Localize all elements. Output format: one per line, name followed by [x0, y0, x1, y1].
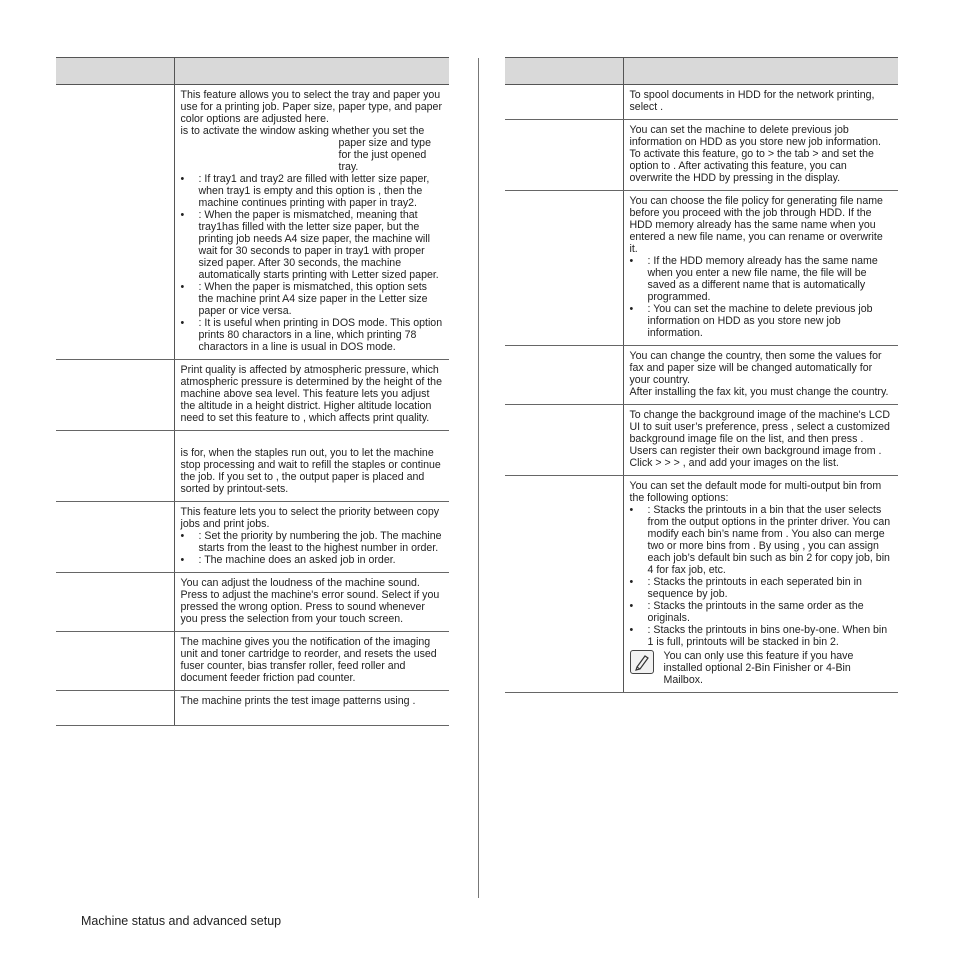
- description-cell: [623, 405, 898, 476]
- bullet-list: [181, 173, 444, 353]
- description-cell: [174, 85, 449, 360]
- bullet-item: • : Stacks the printouts in each seperated bin in sequence by job.: [630, 576, 893, 600]
- description-text: You can choose the file policy for generating file name before you proceed with the job through HDD. If the HDD memory already has the same name when you entered a new file name, you can rename or overwrite it.: [629, 195, 883, 255]
- table-row: [505, 85, 898, 120]
- description-text: You can adjust the loudness of the machine sound. Press to adjust the machine's error sound. Select if you pressed the wrong option. Press to sound whenever you press the selection from your touch screen.: [180, 577, 440, 625]
- option-cell: [505, 120, 623, 191]
- description-text: You can set the default mode for multi-output bin from the following options:: [629, 480, 882, 504]
- description-cell: [174, 573, 449, 632]
- table-row: [56, 85, 449, 360]
- description-cell: [623, 85, 898, 120]
- description-cell: [174, 691, 449, 726]
- description-cell: [623, 120, 898, 191]
- description-text: Print quality is affected by atmospheric pressure, which atmospheric pressure is determined by the height of the machine above sea level. This feature lets you adjust the altitude in a height district. Higher altitude location need to set this feature to , which affects print quality.: [180, 364, 442, 424]
- bullet-item: • : Stacks the printouts in bins one-by-one. When bin 1 is full, printouts will be stacked in bin 2.: [630, 624, 893, 648]
- page-footer: Machine status and advanced setup: [81, 914, 282, 928]
- bullet-item: • : Set the priority by numbering the job. The machine starts from the least to the highest number in order.: [181, 530, 444, 554]
- bullet-list: [630, 255, 893, 339]
- table-row: [505, 191, 898, 346]
- table-row: [505, 405, 898, 476]
- bullet-item: • : When the paper is mismatched, meaning that tray1has filled with the letter size paper, but the printing job needs A4 size paper, the machine will wait for 30 seconds to paper in tray1 with proper sized paper. After 30 seconds, the machine automatically starts printing with Letter sized paper.: [181, 209, 444, 281]
- option-cell: [56, 85, 174, 360]
- right-settings-table: [505, 57, 898, 693]
- description-text: You can change the country, then some the values for fax and paper size will be changed automatically for your country.: [629, 350, 882, 386]
- bullet-item: • : Stacks the printouts in the same order as the originals.: [630, 600, 893, 624]
- option-cell: [56, 691, 174, 726]
- description-text: Users can register their own background image from . Click > > > , and add your images on the list.: [629, 445, 882, 469]
- description-text: After installing the fax kit, you must change the country.: [629, 386, 889, 398]
- column-divider: [478, 58, 479, 898]
- table-row: [505, 476, 898, 693]
- bullet-item: • : If tray1 and tray2 are filled with letter size paper, when tray1 is empty and this option is , then the machine continues printing with paper in tray2.: [181, 173, 444, 209]
- note-text: You can only use this feature if you have installed optional 2-Bin Finisher or 4-Bin Mailbox.: [663, 650, 854, 686]
- description-text: The machine prints the test image patterns using .: [180, 695, 416, 707]
- option-cell: [505, 405, 623, 476]
- option-cell: [505, 191, 623, 346]
- description-cell: [623, 476, 898, 693]
- description-text: To spool documents in HDD for the network printing, select .: [629, 89, 875, 113]
- description-cell: [174, 502, 449, 573]
- bullet-item: • : If the HDD memory already has the same name when you enter a new file name, the file will be saved as a different name that is automatically programmed.: [630, 255, 893, 303]
- option-cell: [505, 476, 623, 693]
- table-row: [505, 346, 898, 405]
- description-cell: [623, 346, 898, 405]
- bullet-item: • : Stacks the printouts in a bin that the user selects from the output options in the printer driver. You can modify each bin’s name from . You also can merge two or more bins from . By using , you can assign each job’s default bin such as bin 2 for copy job, bin 4 for fax job, etc.: [630, 504, 893, 576]
- description-text: You can set the machine to delete previous job information on HDD as you store new job information. To activate this feature, go to > the tab > and set the option to . After activating this feature, you can overwrite the HDD by pressing in the display.: [629, 124, 881, 184]
- option-cell: [56, 632, 174, 691]
- header-cell-description: [174, 58, 449, 85]
- description-cell: [174, 431, 449, 502]
- description-text: The machine gives you the notification of the imaging unit and toner cartridge to reorder, and resets the used fuser counter, bias transfer roller, feed roller and document feeder friction pad counter.: [180, 636, 437, 684]
- note-box: [630, 650, 893, 686]
- description-text: To change the background image of the machine's LCD UI to suit user’s preference, press , select a customized background image file on the list, and then press .: [629, 409, 891, 445]
- bullet-item: • : When the paper is mismatched, this option sets the machine print A4 size paper in the Letter size paper or vice versa.: [181, 281, 444, 317]
- description-cell: [174, 632, 449, 691]
- option-cell: [56, 431, 174, 502]
- description-text: This feature lets you to select the priority between copy jobs and print jobs.: [180, 506, 440, 530]
- description-text: This feature allows you to select the tray and paper you use for a printing job. Paper size, paper type, and paper color options are adjusted here.: [180, 89, 442, 125]
- bullet-item: • : The machine does an asked job in order.: [181, 554, 444, 566]
- table-header-row: [56, 58, 449, 85]
- bullet-list: [181, 530, 444, 566]
- header-cell-option: [56, 58, 174, 85]
- left-settings-table: [56, 57, 449, 726]
- option-cell: [56, 360, 174, 431]
- table-row: [56, 573, 449, 632]
- option-cell: [56, 573, 174, 632]
- description-cell: [623, 191, 898, 346]
- bullet-item: • : You can set the machine to delete previous job information on HDD as you store new job information.: [630, 303, 893, 339]
- option-cell: [505, 346, 623, 405]
- header-cell-description: [623, 58, 898, 85]
- bullet-list: [630, 504, 893, 648]
- bullet-item: • : It is useful when printing in DOS mode. This option prints 80 charactors in a line, which printing 78 charactors in a line is usual in DOS mode.: [181, 317, 444, 353]
- description-text: is for, when the staples run out, you to let the machine stop processing and wait to refill the staples or continue the job. If you set to , the output paper is placed and sorted by printout-sets.: [180, 447, 441, 495]
- table-row: [56, 632, 449, 691]
- table-row: [56, 691, 449, 726]
- note-pencil-icon: [630, 650, 654, 674]
- table-row: [56, 502, 449, 573]
- option-cell: [56, 502, 174, 573]
- table-row: [56, 431, 449, 502]
- table-row: [505, 120, 898, 191]
- description-text: is to activate the window asking whether you set the paper size and type for the just opened tray.: [180, 125, 431, 173]
- option-cell: [505, 85, 623, 120]
- table-row: [56, 360, 449, 431]
- table-header-row: [505, 58, 898, 85]
- header-cell-option: [505, 58, 623, 85]
- description-cell: [174, 360, 449, 431]
